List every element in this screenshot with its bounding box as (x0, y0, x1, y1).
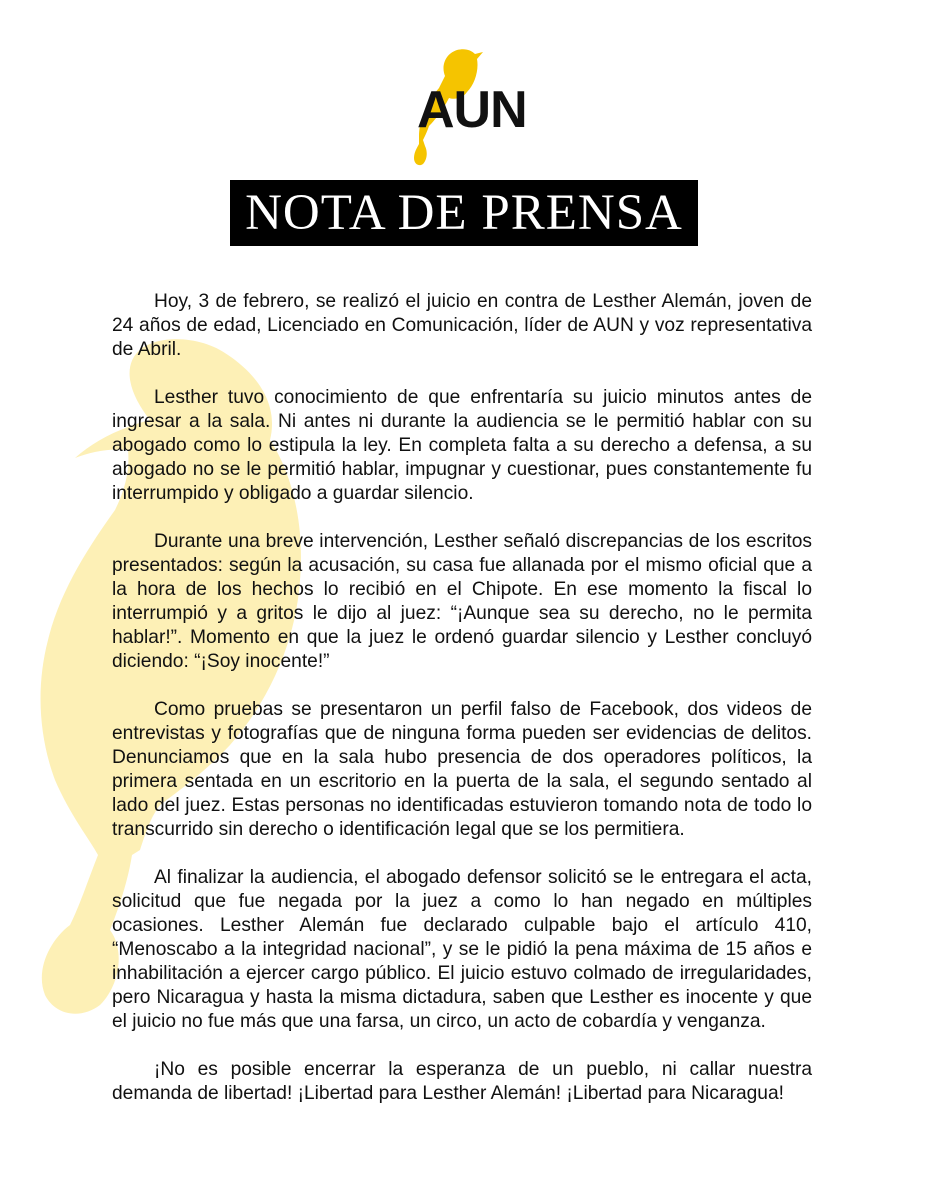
logo-text: AUN (417, 81, 527, 139)
paragraph: Como pruebas se presentaron un perfil falso de Facebook, dos videos de entrevistas y fotografías que de ninguna forma pueden ser evidencias de delitos. Denunciamos que en la sala hubo presencia de dos operadores políticos, la primera sentada en un escritorio en la puerta de la sala, el segundo sentado al lado del juez. Estas personas no identificadas estuvieron tomando nota de todo lo transcurrido sin derecho o identificación legal que se los permitiera. (112, 699, 812, 840)
page-title: NOTA DE PRENSA (245, 185, 683, 241)
paragraph: Al finalizar la audiencia, el abogado defensor solicitó se le entregara el acta, solicitud que fue negada por la juez a como lo han negado en múltiples ocasiones. Lesther Alemán fue declarado culpable bajo el artículo 410, “Menoscabo a la integridad nacional”, y se le pidió la pena máxima de 15 años e inhabilitación a ejercer cargo público. El juicio estuvo colmado de irregularidades, pero Nicaragua y hasta la misma dictadura, saben que Lesther es inocente y que el juicio no fue más que una farsa, un circo, un acto de cobardía y venganza. (112, 867, 812, 1032)
paragraph: Lesther tuvo conocimiento de que enfrentaría su juicio minutos antes de ingresar a la sala. Ni antes ni durante la audiencia se le permitió hablar con su abogado como lo estipula la ley. En completa falta a su derecho a defensa, a su abogado no se le permitió hablar, impugnar y cuestionar, pues constantemente fu interrumpido y obligado a guardar silencio. (112, 387, 812, 504)
paragraph: ¡No es posible encerrar la esperanza de un pueblo, ni callar nuestra demanda de libertad! ¡Libertad para Lesther Alemán! ¡Libertad para Nicaragua! (112, 1059, 812, 1104)
title-banner (230, 180, 698, 246)
paragraph: Hoy, 3 de febrero, se realizó el juicio en contra de Lesther Alemán, joven de 24 años de edad, Licenciado en Comunicación, líder de AUN y voz representativa de Abril. (112, 291, 812, 360)
aun-logo (405, 40, 525, 170)
paragraph: Durante una breve intervención, Lesther señaló discrepancias de los escritos presentados: según la acusación, su casa fue allanada por el mismo oficial que a la hora de los hechos lo recibió en el Chipote. En ese momento la fiscal lo interrumpió y a gritos le dijo al juez: “¡Aunque sea su derecho, no le permita hablar!”. Momento en que la juez le ordenó guardar silencio y Lesther concluyó diciendo: “¡Soy inocente!” (112, 531, 812, 672)
press-release-body (112, 290, 812, 1130)
